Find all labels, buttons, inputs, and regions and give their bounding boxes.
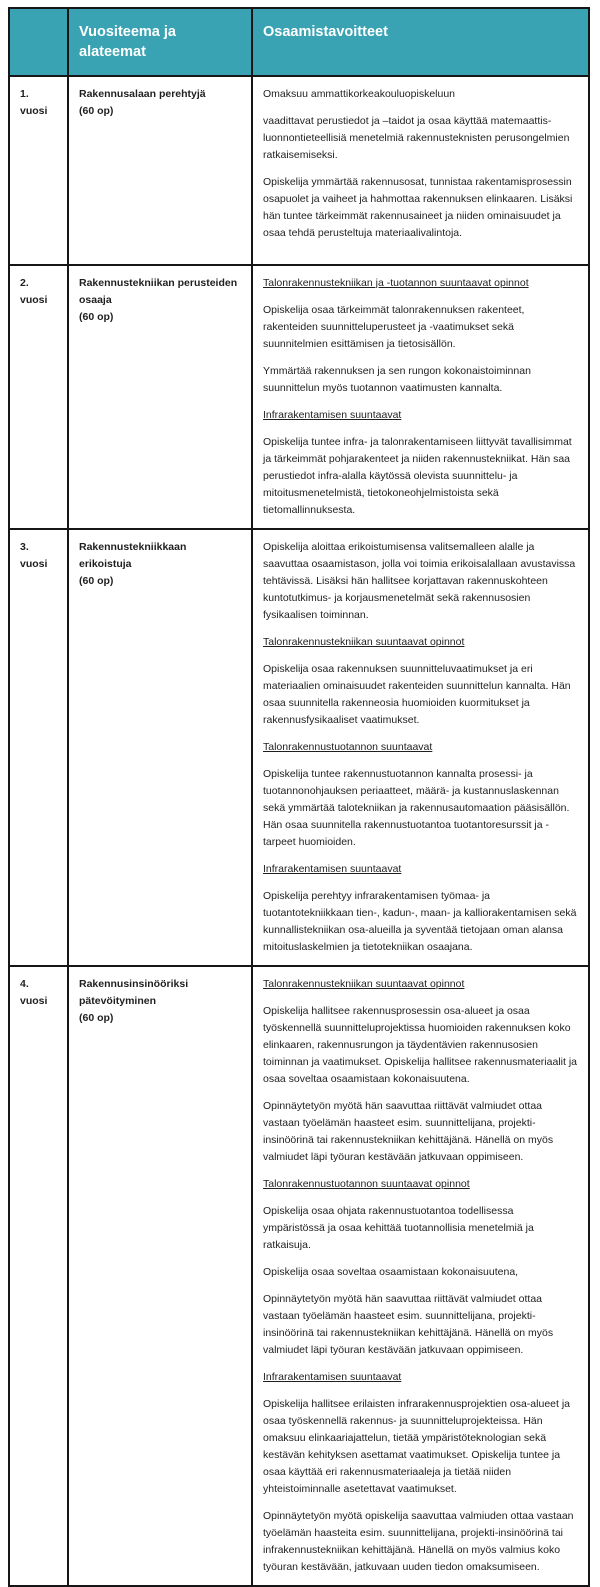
objective: Opinnäytetyön myötä hän saavuttaa riittävät valmiudet ottaa vastaan työelämän haasteet esim. suunnittelijana, projekti-insinöörinä tai rakennustekniikan kehittäjänä. Hänellä on myös valmiudet läpi työuran kestävään jatkuvaan oppimiseen. (263, 1292, 554, 1356)
curriculum-table (8, 7, 590, 1587)
objective-section-heading: Talonrakennustekniikan ja -tuotannon suuntaavat opinnot (263, 276, 529, 289)
credits-label: (60 op) (79, 1011, 114, 1024)
credits-label: (60 op) (79, 104, 114, 117)
objectives-cell (251, 530, 588, 965)
objective: Opiskelija osaa ohjata rakennustuotantoa todellisessa ympäristössä ja osaa kehittää tuotannollisia menetelmiä ja ratkaisuja. (263, 1204, 534, 1251)
credits-label: (60 op) (79, 310, 114, 323)
objective-section-heading: Infrarakentamisen suuntaavat (263, 862, 402, 875)
year-label: 2. vuosi (20, 276, 48, 306)
table-row-year-4 (10, 965, 588, 1585)
theme-label: Rakennustekniikan perusteiden osaaja (79, 276, 238, 306)
theme-cell (67, 77, 251, 264)
theme-label: Rakennusalaan perehtyjä (79, 87, 206, 100)
theme-cell (67, 266, 251, 528)
objective: Opiskelija osaa soveltaa osaamistaan kokonaisuutena, (263, 1265, 519, 1278)
objective-section-heading: Talonrakennustekniikan suuntaavat opinnot (263, 635, 465, 648)
objectives-cell (251, 77, 588, 264)
header-cell-theme: Vuositeema ja alateemat (67, 9, 251, 75)
objective-section-heading: Talonrakennustuotannon suuntaavat (263, 740, 433, 753)
table-header-row (10, 9, 588, 75)
table-row-year-2 (10, 264, 588, 528)
objective: vaadittavat perustiedot ja –taidot ja osaa käyttää matemaattis-luonnontieteellisiä menetelmiä rakennusteknisten perusongelmien ratkaisemiseksi. (263, 114, 570, 161)
objective: Ymmärtää rakennuksen ja sen rungon kokonaistoiminnan suunnittelun myös tuotannon vaatimusten kannalta. (263, 364, 531, 394)
theme-cell (67, 530, 251, 965)
objective: Opiskelija osaa tärkeimmät talonrakennuksen rakenteet, rakenteiden suunnitteluperusteet ja -vaatimukset sekä suunnitelmien esittämisen ja tietosisällön. (263, 303, 525, 350)
objective-section-heading: Infrarakentamisen suuntaavat (263, 408, 402, 421)
year-label: 4. vuosi (20, 977, 48, 1007)
objective: Opinnäytetyön myötä hän saavuttaa riittävät valmiudet ottaa vastaan työelämän haasteet esim. suunnittelijana, projekti-insinöörinä tai rakennustekniikan kehittäjänä. Hänellä on myös valmiudet läpi työuran kestävään jatkuvaan oppimiseen. (263, 1099, 554, 1163)
objective: Opiskelija hallitsee rakennusprosessin osa-alueet ja osaa työskennellä suunnitteluprojektissa huomioiden rakennuksen koko elinkaaren, rakennusrungon ja täydentävien rakennusosien toiminnan ja vaatimukset. Opiskelija hallitsee rakennusmateriaalit ja osaa soveltaa osaamistaan kokonaisuutena. (263, 1004, 577, 1085)
objectives-cell (251, 266, 588, 528)
objective-section-heading: Infrarakentamisen suuntaavat (263, 1370, 402, 1383)
theme-label: Rakennustekniikkaan erikoistuja (79, 540, 187, 570)
objective: Opiskelija osaa rakennuksen suunnitteluvaatimukset ja eri materiaalien ominaisuudet rakenteiden suunnittelun kannalta. Hän osaa suunnitella rakenneosia huomioiden kuormitukset ja rakennusfysikaaliset vaatimukset. (263, 662, 571, 726)
objective: Opiskelija aloittaa erikoistumisensa valitsemalleen alalle ja saavuttaa osaamistason, jolla voi toimia erikoisalallaan avustavissa tehtävissä. Lisäksi hän hallitsee korjattavan rakennuskohteen kuntotutkimus- ja korjausmenetelmät sekä rakennusosien fysikaalisen toiminnan. (263, 540, 576, 621)
objective: Opinnäytetyön myötä opiskelija saavuttaa valmiuden ottaa vastaan työelämän haasteita esim. suunnittelijana, projekti-insinöörinä tai infrakennustekniikan kehittäjänä. Hänellä on myös valmius koko työuran kestävään, jatkuvaan uuden tiedon omaksumiseen. (263, 1509, 574, 1573)
year-label: 1. vuosi (20, 87, 48, 117)
objective: Opiskelija tuntee infra- ja talonrakentamiseen liittyvät tavallisimmat ja tärkeimmät pohjarakenteet ja niiden rakennustekniikat. Hän saa perustiedot infra-alalla käytössä olevista suunnittelu- ja mitoitusmenetelmistä, tietokoneohjelmistoista sekä tietomallinnuksesta. (263, 435, 572, 516)
year-label: 3. vuosi (20, 540, 48, 570)
credits-label: (60 op) (79, 574, 114, 587)
header-cell-objectives: Osaamistavoitteet (251, 9, 588, 75)
objective: Opiskelija ymmärtää rakennusosat, tunnistaa rakentamisprosessin osapuolet ja vaiheet ja hahmottaa rakennuksen elinkaaren. Lisäksi hän tuntee tärkeimmät rakennusaineet ja niiden ominaisuudet ja osaa tehdä perusteltuja materiaalivalintoja. (263, 175, 573, 239)
table-row-year-1 (10, 75, 588, 264)
objective: Opiskelija perehtyy infrarakentamisen työmaa- ja tuotantotekniikkaan tien-, kadun-, maan- ja kalliorakentamisen sekä kunnallistekniikan osa-alueilla ja syventää tietojaan oman alansa mitoituslaskelmien ja tietotekniikan osaajana. (263, 889, 577, 953)
objectives-cell (251, 967, 588, 1585)
objective: Opiskelija tuntee rakennustuotannon kannalta prosessi- ja tuotannonohjauksen periaatteet, määrä- ja kustannuslaskennan sekä ymmärtää talotekniikan ja rakennusautomaation pääsisällön. Hän osaa suunnitella rakennustuotantoa tuotantoresurssit ja -tarpeet huomioiden. (263, 767, 570, 848)
objective-section-heading: Talonrakennustekniikan suuntaavat opinnot (263, 977, 465, 990)
theme-cell (67, 967, 251, 1585)
objective: Opiskelija hallitsee erilaisten infrarakennusprojektien osa-alueet ja osaa työskennellä rakennus- ja suunnitteluprojekteissa. Hän omaksuu elinkaariajattelun, tietää ympäristöteknologian sekä kestävän kehityksen asettamat vaatimukset. Opiskelija tuntee ja osaa käyttää eri rakennusmateriaaleja ja tietää niiden yhteistoiminnalle asetettavat vaatimukset. (263, 1397, 571, 1495)
objective: Omaksuu ammattikorkeakouluopiskeluun (263, 87, 456, 100)
table-row-year-3 (10, 528, 588, 965)
objective-section-heading: Talonrakennustuotannon suuntaavat opinnot (263, 1177, 470, 1190)
header-cell-year (10, 9, 67, 75)
theme-label: Rakennusinsinööriksi pätevöityminen (79, 977, 189, 1007)
